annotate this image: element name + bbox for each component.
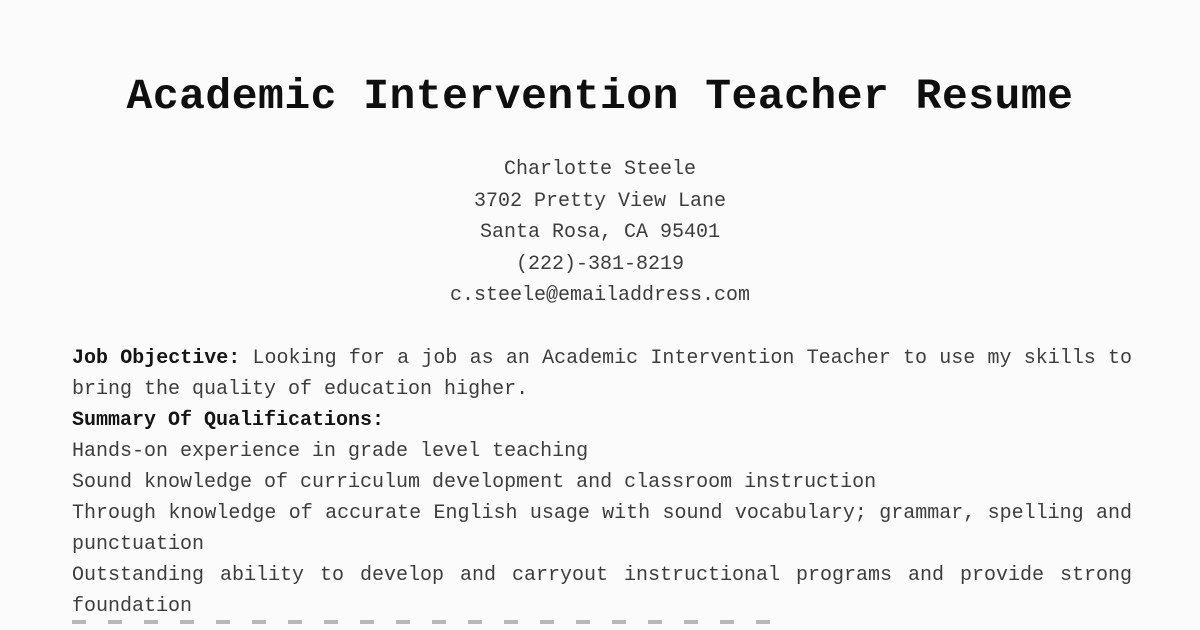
contact-block xyxy=(0,154,1200,312)
contact-street: 3702 Pretty View Lane xyxy=(473,189,727,213)
qualification-item: Hands-on experience in grade level teaching xyxy=(72,440,589,463)
qualifications-heading: Summary Of Qualifications: xyxy=(72,409,385,432)
resume-title: Academic Intervention Teacher Resume xyxy=(126,72,1074,121)
contact-email: c.steele@emailaddress.com xyxy=(449,284,751,307)
contact-city-state-zip: Santa Rosa, CA 95401 xyxy=(479,221,721,244)
contact-phone: (222)-381-8219 xyxy=(515,252,685,276)
qualification-item: Through knowledge of accurate English usage with sound vocabulary; grammar, spelling and punctuation xyxy=(72,502,1132,556)
qualification-item: Outstanding ability to develop and carryout instructional programs and provide strong foundation xyxy=(72,564,1132,618)
resume-body xyxy=(72,343,1132,622)
qualifications-list xyxy=(72,436,1132,622)
qualification-item: Sound knowledge of curriculum development and classroom instruction xyxy=(72,471,877,494)
cut-off-next-line xyxy=(72,620,812,630)
job-objective-label: Job Objective: xyxy=(72,347,241,370)
job-objective-text: Looking for a job as an Academic Intervention Teacher to use my skills to bring the quality of education higher. xyxy=(72,347,1132,401)
contact-name: Charlotte Steele xyxy=(503,158,697,181)
job-objective xyxy=(72,343,1132,405)
